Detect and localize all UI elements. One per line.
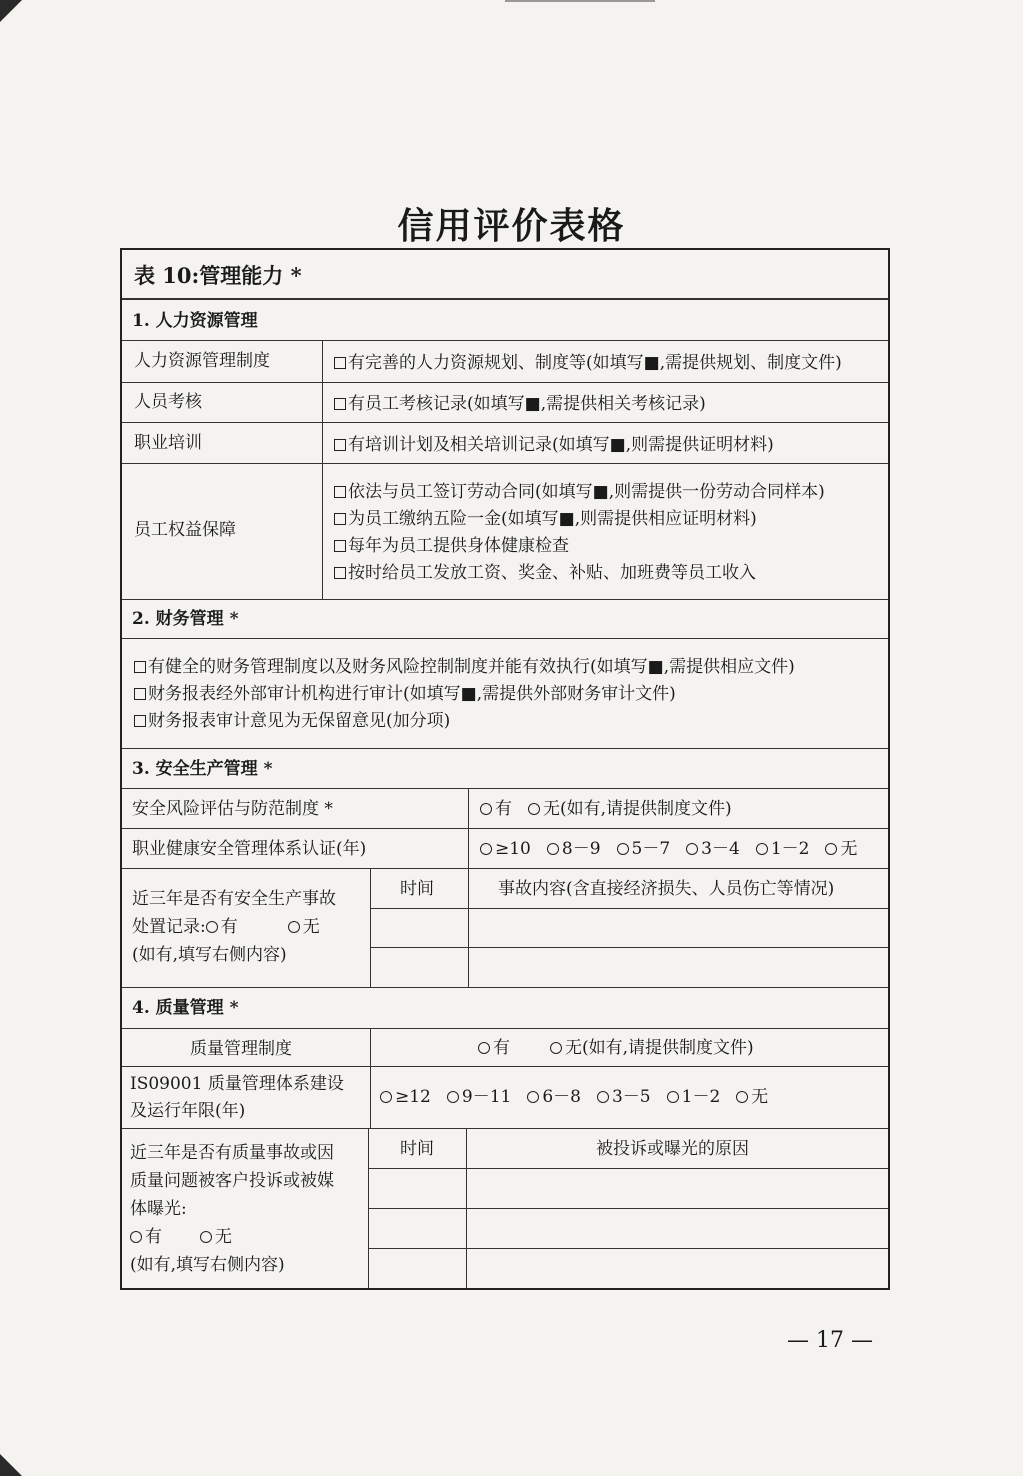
complaint-question: (如有,填写右侧内容) xyxy=(130,1255,285,1275)
quality-option-yes[interactable]: 有 xyxy=(478,1038,510,1058)
radio-icon xyxy=(528,803,540,815)
checkbox-icon xyxy=(334,357,346,369)
finance-checkbox-audit[interactable]: 财务报表经外部审计机构进行审计(如填写■,需提供外部财务审计文件) xyxy=(134,681,676,707)
rule xyxy=(122,748,888,749)
checkbox-icon xyxy=(334,567,346,579)
rule xyxy=(122,788,888,789)
complaint-options xyxy=(130,1224,232,1250)
checkbox-icon xyxy=(334,398,346,410)
checkbox-icon xyxy=(134,661,146,673)
rule xyxy=(122,422,888,423)
radio-icon xyxy=(288,921,300,933)
complaint-option-no[interactable]: 无 xyxy=(200,1227,232,1247)
rule xyxy=(322,340,323,599)
row-label-iso: IS09001 质量管理体系建设 xyxy=(130,1074,344,1094)
iso-option[interactable]: 无 xyxy=(736,1087,768,1107)
rule xyxy=(122,298,888,300)
row-label-cert: 职业健康安全管理体系认证(年) xyxy=(132,839,367,859)
required-mark: * xyxy=(263,759,273,779)
row-label-risk: 安全风险评估与防范制度 * xyxy=(132,799,333,819)
rule xyxy=(122,868,888,869)
row-label-training: 职业培训 xyxy=(134,433,202,453)
finance-checkbox-system[interactable]: 有健全的财务管理制度以及财务风险控制制度并能有效执行(如填写■,需提供相应文件) xyxy=(134,654,795,680)
risk-option-no[interactable]: 无(如有,请提供制度文件) xyxy=(528,799,732,819)
rule xyxy=(368,1168,888,1169)
accident-question: (如有,填写右侧内容) xyxy=(132,945,287,965)
rule xyxy=(122,340,888,341)
hr-system-checkbox[interactable]: 有完善的人力资源规划、制度等(如填写■,需提供规划、制度文件) xyxy=(334,350,842,376)
page-number: — 17 — xyxy=(787,1328,873,1353)
rule xyxy=(370,908,888,909)
iso-option[interactable]: ≥12 xyxy=(380,1087,431,1107)
checkbox-icon xyxy=(334,439,346,451)
checkbox-icon xyxy=(134,688,146,700)
col-header-complaint-reason: 被投诉或曝光的原因 xyxy=(596,1139,749,1159)
page-corner-mark xyxy=(0,1454,22,1476)
radio-icon xyxy=(550,1042,562,1054)
checkbox-icon xyxy=(334,540,346,552)
checkbox-icon xyxy=(334,513,346,525)
rule xyxy=(368,1248,888,1249)
rule xyxy=(122,1028,888,1029)
complaint-question: 质量问题被客户投诉或被媒 xyxy=(130,1171,334,1191)
accident-option-no[interactable]: 无 xyxy=(288,917,320,937)
radio-icon xyxy=(480,803,492,815)
iso-options xyxy=(380,1084,768,1110)
radio-icon xyxy=(527,1091,539,1103)
radio-icon xyxy=(686,843,698,855)
rule xyxy=(122,638,888,639)
accident-option-yes[interactable]: 有 xyxy=(206,917,238,937)
checkbox-icon xyxy=(334,486,346,498)
rule xyxy=(122,599,888,600)
quality-system-options xyxy=(478,1035,754,1061)
complaint-question: 近三年是否有质量事故或因 xyxy=(130,1143,334,1163)
radio-icon xyxy=(597,1091,609,1103)
col-header-accident-content: 事故内容(含直接经济损失、人员伤亡等情况) xyxy=(498,879,835,899)
row-label-quality-system: 质量管理制度 xyxy=(190,1039,292,1059)
rights-checkbox-salary[interactable]: 按时给员工发放工资、奖金、补贴、加班费等员工收入 xyxy=(334,560,756,586)
training-checkbox[interactable]: 有培训计划及相关培训记录(如填写■,则需提供证明材料) xyxy=(334,432,774,458)
col-header-time: 时间 xyxy=(400,879,434,899)
table-title: 表 10:管理能力 * xyxy=(134,263,302,288)
radio-icon xyxy=(478,1042,490,1054)
radio-icon xyxy=(200,1231,212,1243)
section-heading-safety: 3. 安全生产管理 * xyxy=(132,759,273,779)
cert-options xyxy=(480,836,857,862)
accident-question: 近三年是否有安全生产事故 xyxy=(132,889,336,909)
radio-icon xyxy=(667,1091,679,1103)
radio-icon xyxy=(480,843,492,855)
col-header-time: 时间 xyxy=(400,1139,434,1159)
cert-option[interactable]: 8－9 xyxy=(547,839,601,859)
radio-icon xyxy=(447,1091,459,1103)
risk-options xyxy=(480,796,748,822)
cert-option[interactable]: 1－2 xyxy=(756,839,810,859)
page-corner-mark xyxy=(0,0,22,22)
iso-option[interactable]: 9－11 xyxy=(447,1087,511,1107)
rights-checkbox-insurance[interactable]: 为员工缴纳五险一金(如填写■,则需提供相应证明材料) xyxy=(334,506,757,532)
radio-icon xyxy=(130,1231,142,1243)
rights-checkbox-contract[interactable]: 依法与员工签订劳动合同(如填写■,则需提供一份劳动合同样本) xyxy=(334,479,825,505)
required-mark: * xyxy=(229,998,239,1018)
section-heading-quality: 4. 质量管理 * xyxy=(132,998,239,1018)
radio-icon xyxy=(617,843,629,855)
rule xyxy=(122,1066,888,1067)
rule xyxy=(368,1208,888,1209)
section-heading-finance: 2. 财务管理 * xyxy=(132,609,239,629)
rule xyxy=(368,1128,369,1288)
iso-option[interactable]: 3－5 xyxy=(597,1087,651,1107)
complaint-question: 体曝光: xyxy=(130,1199,187,1219)
cert-option[interactable]: 无 xyxy=(825,839,857,859)
rule xyxy=(122,463,888,464)
rule xyxy=(122,987,888,988)
radio-icon xyxy=(756,843,768,855)
iso-option[interactable]: 1－2 xyxy=(667,1087,721,1107)
radio-icon xyxy=(736,1091,748,1103)
cert-option[interactable]: 5－7 xyxy=(617,839,671,859)
page-top-mark xyxy=(505,0,655,2)
complaint-option-yes[interactable]: 有 xyxy=(130,1227,162,1247)
radio-icon xyxy=(825,843,837,855)
risk-option-yes[interactable]: 有 xyxy=(480,799,512,819)
row-label-hr-system: 人力资源管理制度 xyxy=(134,351,270,371)
radio-icon xyxy=(380,1091,392,1103)
row-label-assessment: 人员考核 xyxy=(134,392,202,412)
rule xyxy=(370,1028,371,1128)
row-label-rights: 员工权益保障 xyxy=(134,520,236,540)
quality-option-no[interactable]: 无(如有,请提供制度文件) xyxy=(550,1038,754,1058)
finance-checkbox-opinion[interactable]: 财务报表审计意见为无保留意见(加分项) xyxy=(134,708,450,734)
rule xyxy=(122,382,888,383)
iso-option[interactable]: 6－8 xyxy=(527,1087,581,1107)
required-mark: * xyxy=(324,799,333,819)
rule xyxy=(370,868,371,987)
required-mark: * xyxy=(229,609,239,629)
required-mark: * xyxy=(290,263,302,288)
checkbox-icon xyxy=(134,715,146,727)
page-title: 信用评价表格 xyxy=(397,205,626,247)
rights-checkbox-checkup[interactable]: 每年为员工提供身体健康检查 xyxy=(334,533,569,559)
radio-icon xyxy=(547,843,559,855)
cert-option[interactable]: ≥10 xyxy=(480,839,531,859)
radio-icon xyxy=(206,921,218,933)
section-heading-hr: 1. 人力资源管理 xyxy=(132,311,258,331)
rule xyxy=(466,1128,467,1288)
assessment-checkbox[interactable]: 有员工考核记录(如填写■,需提供相关考核记录) xyxy=(334,391,706,417)
accident-question: 处置记录: 有 无 xyxy=(132,917,320,937)
cert-option[interactable]: 3－4 xyxy=(686,839,740,859)
row-label-iso: 及运行年限(年) xyxy=(130,1101,246,1121)
rule xyxy=(122,828,888,829)
rule xyxy=(122,1128,888,1129)
rule xyxy=(468,788,469,987)
rule xyxy=(370,947,888,948)
credit-evaluation-form xyxy=(120,248,890,1290)
